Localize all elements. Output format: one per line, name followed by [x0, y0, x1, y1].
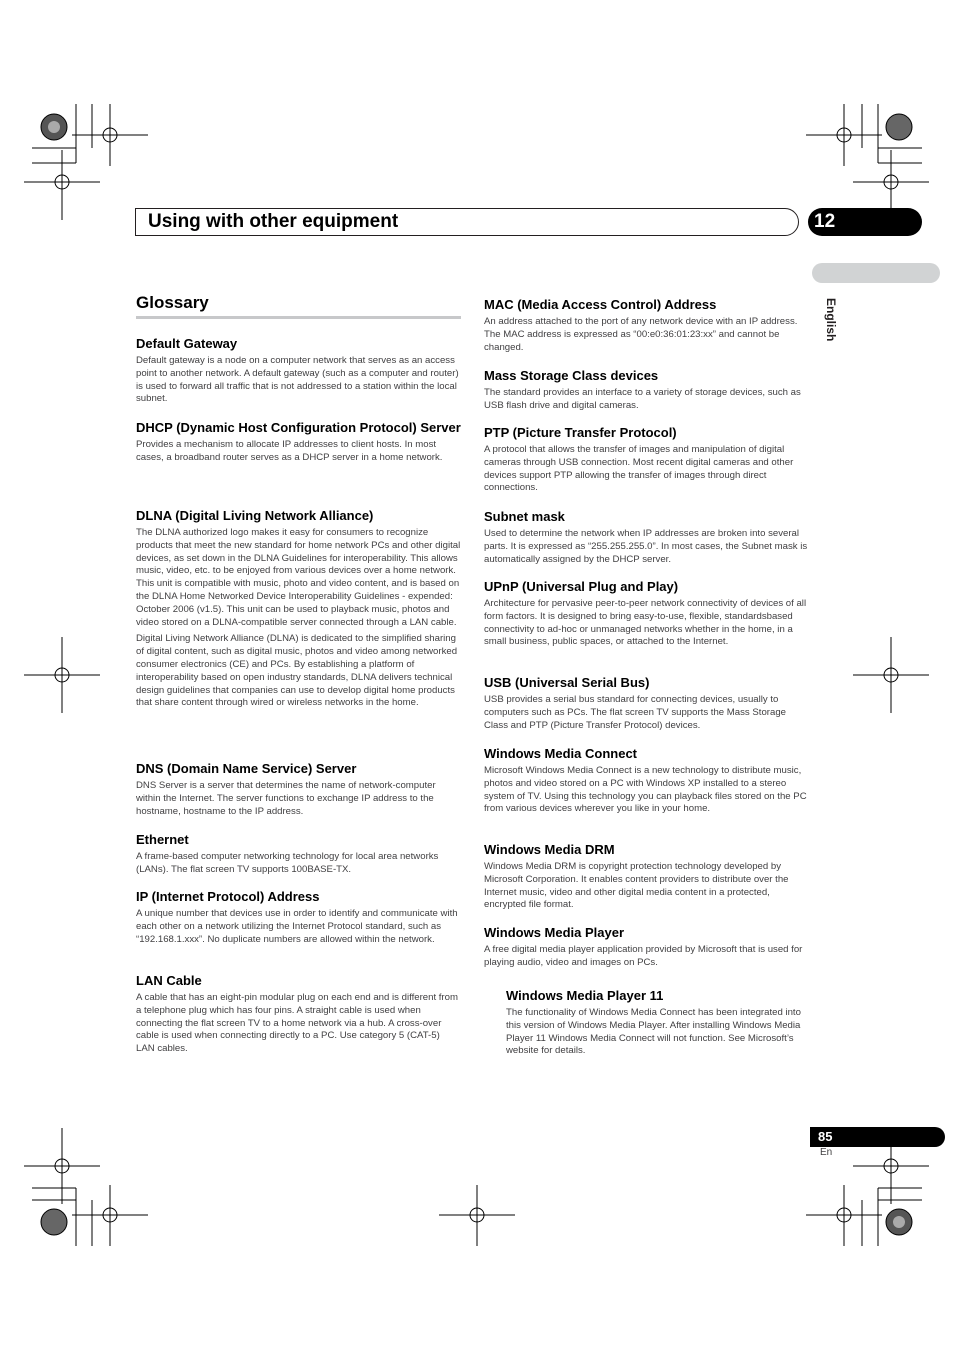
glossary-definition: A unique number that devices use in order to identify and communicate with each other on a network utilizing the Internet Protocol standard, such as “192.168.1.xxx”. No duplicate numbers are allowed within the network.	[136, 908, 458, 945]
glossary-definition: A protocol that allows the transfer of images and manipulation of digital cameras through USB connection. Most recent digital cameras and other devices support PTP allowing the transfer of images through direct connections.	[484, 444, 794, 494]
glossary-definition: A frame-based computer networking technology for local area networks (LANs). The flat screen TV supports 100BASE-TX.	[136, 851, 439, 875]
chapter-title: Using with other equipment	[148, 211, 399, 232]
glossary-entry	[484, 674, 809, 736]
glossary-definition: A cable that has an eight-pin modular plug on each end and is different from a telephone plug which has four pins. A straight cable is used when connecting the flat screen TV to a home network via a hub. A cross-over cable is used when connecting directly to a PC. Use category 5 (CAT-5) LAN cables.	[136, 992, 458, 1055]
glossary-entry	[136, 888, 461, 950]
glossary-definition: A free digital media player application provided by Microsoft that is used for playing audio, video and images on PCs.	[484, 944, 803, 968]
glossary-term: IP (Internet Protocol) Address	[136, 889, 320, 904]
glossary-definition: Microsoft Windows Media Connect is a new technology to distribute music, photos and video stored on a PC with Windows XP installed to a stereo system of TV. Using this technology you can playback files stored on the PC from various devices wherever you like in your home.	[484, 765, 807, 815]
glossary-entry	[484, 424, 809, 499]
glossary-entry	[484, 924, 809, 974]
glossary-term: LAN Cable	[136, 973, 202, 988]
glossary-definition: Used to determine the network when IP addresses are broken into several parts. It is expressed as “255.255.255.0”. In most cases, the Subnet mask is automatically assigned by the DHCP server.	[484, 528, 808, 565]
glossary-entry	[136, 760, 461, 822]
glossary-definition: USB provides a serial bus standard for connecting devices, usually to computers such as PCs. The flat screen TV supports the Mass Storage Class and PTP (Picture Transfer Protocol) devices.	[484, 694, 786, 731]
glossary-definition: The DLNA authorized logo makes it easy for consumers to recognize products that meet the new standard for home network PCs and other digital devices, as set down in the DLNA Guidelines for interoperability. This allows music, video, etc. to be enjoyed from various devices over a home network. This unit is compatible with music, photo and video content, and is based on the DLNA Home Networked Device Interoperability Guidelines - expended: October 2006 (v1.5). This unit can be used to playback music, photos and video stored on a DLNA-compatible server connected through a LAN cable.	[136, 527, 461, 628]
glossary-term: UPnP (Universal Plug and Play)	[484, 579, 679, 594]
glossary-entry	[484, 578, 809, 653]
glossary-entry	[136, 972, 461, 1060]
glossary-entry	[484, 508, 809, 570]
glossary-term: Ethernet	[136, 832, 189, 847]
glossary-term: Windows Media Player	[484, 925, 625, 940]
glossary-definition: Windows Media DRM is copyright protection technology developed by Microsoft Corporation. It enables content providers to distribute over the Internet music, video and other digital media content in a protected, encrypted file format.	[484, 861, 789, 911]
glossary-entry	[484, 296, 809, 358]
glossary-term: Default Gateway	[136, 336, 238, 351]
glossary-entry	[484, 367, 809, 417]
glossary-term: USB (Universal Serial Bus)	[484, 675, 650, 690]
glossary-entry	[484, 745, 809, 820]
page-number: 85	[810, 1127, 945, 1147]
glossary-term: Subnet mask	[484, 509, 565, 524]
glossary-entry	[136, 831, 461, 881]
glossary-term: DLNA (Digital Living Network Alliance)	[136, 508, 374, 523]
glossary-definition: Architecture for pervasive peer-to-peer network connectivity of devices of all form factors. It is designed to bring easy-to-use, flexible, standardsbased connectivity to ad-hoc or unmanaged networks whether in the home, in a small business, public spaces, or attached to the Internet.	[484, 598, 807, 648]
glossary-entry	[136, 507, 461, 714]
glossary-definition: The functionality of Windows Media Connect has been integrated into this version of Windows Media Player. After installing Windows Media Player 11 Windows Media Connect will not function. See Microsoft’s website for details.	[506, 1007, 801, 1057]
chapter-number: 12	[808, 208, 922, 236]
glossary-definition: Default gateway is a node on a computer network that serves as an access point to another network. A default gateway (such as a computer and router) is used to forward all traffic that is not addressed to a station within the local subnet.	[136, 355, 459, 405]
glossary-definition: The standard provides an interface to a variety of storage devices, such as USB flash drive and digital cameras.	[484, 387, 801, 411]
glossary-definition: Provides a mechanism to allocate IP addresses to client hosts. In most cases, a broadband router serves as a DHCP server in a home network.	[136, 439, 443, 463]
glossary-term: Windows Media Player 11	[506, 988, 664, 1003]
glossary-term: DNS (Domain Name Service) Server	[136, 761, 357, 776]
page-language: En	[820, 1147, 833, 1158]
glossary-term: DHCP (Dynamic Host Configuration Protocol) Server	[136, 420, 461, 435]
section-title: Glossary	[136, 293, 461, 319]
glossary-definition: DNS Server is a server that determines the name of network-computer within the Internet. The server functions to exchange IP address to the hostname, hostname to the IP address.	[136, 780, 436, 817]
glossary-entry	[484, 841, 809, 916]
glossary-entry	[136, 419, 461, 469]
glossary-term: Windows Media Connect	[484, 746, 637, 761]
glossary-term: PTP (Picture Transfer Protocol)	[484, 425, 677, 440]
language-tab	[812, 263, 940, 283]
glossary-term: MAC (Media Access Control) Address	[484, 297, 717, 312]
glossary-entry	[136, 335, 461, 410]
language-label: English	[824, 298, 838, 342]
glossary-term: Windows Media DRM	[484, 842, 615, 857]
glossary-definition: Digital Living Network Alliance (DLNA) is dedicated to the simplified sharing of digital content, such as digital music, photos and video among networked consumer electronics (CE) and PCs. By establishing a platform of interoperability based on open industry standards, DLNA delivers technical design guidelines that companies can use to develop digital home products that share content through wired or wireless networks in the home.	[136, 633, 458, 709]
glossary-term: Mass Storage Class devices	[484, 368, 659, 383]
glossary-subentry	[506, 987, 809, 1062]
glossary-definition: An address attached to the port of any network device with an IP address. The MAC address is expressed as “00:e0:36:01:23:xx” and cannot be changed.	[484, 316, 798, 353]
